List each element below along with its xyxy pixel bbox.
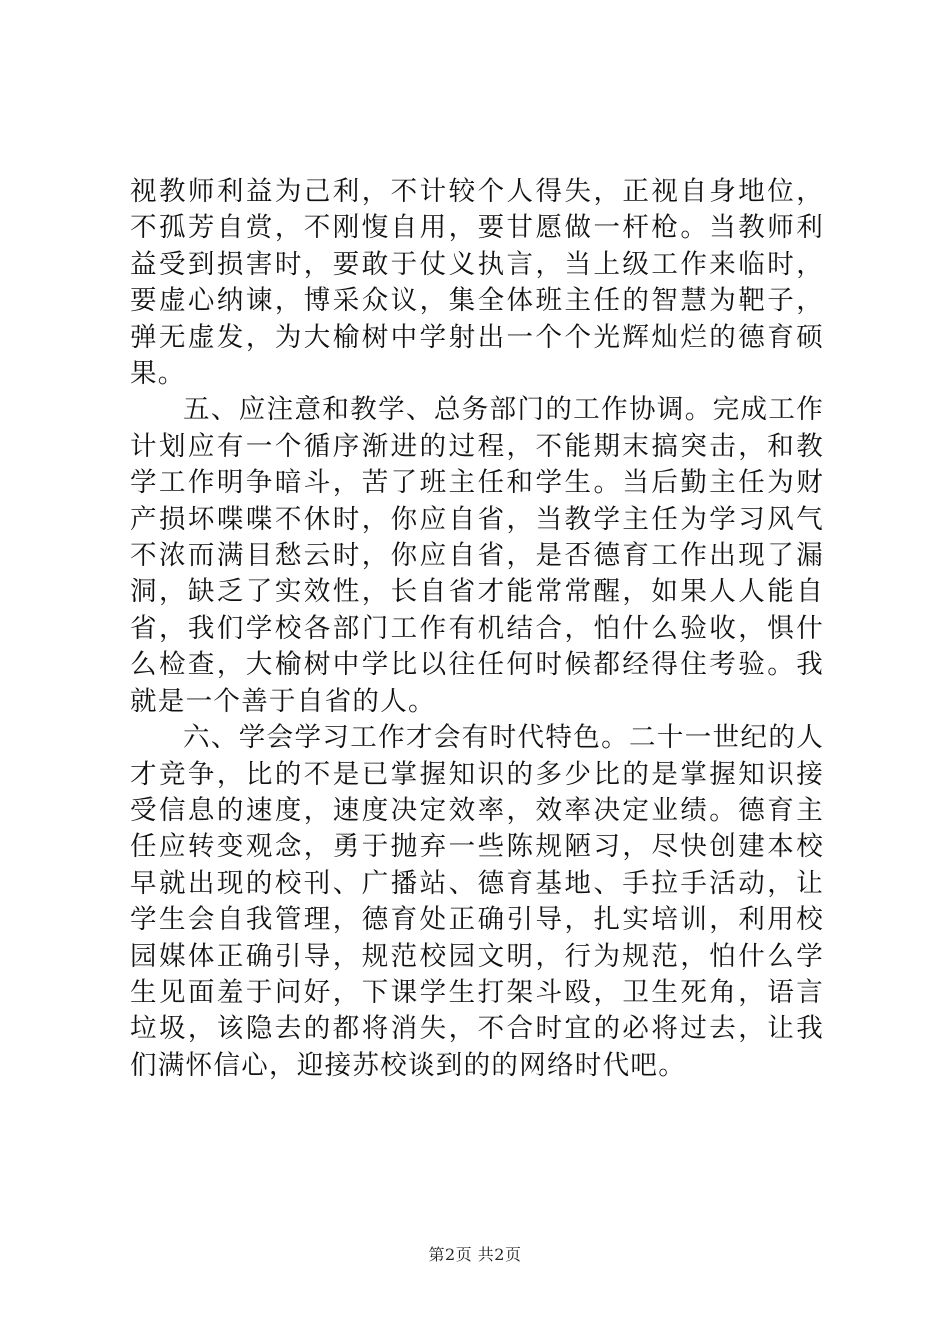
body-text (130, 174, 824, 1084)
page-footer: 第2页 共2页 (428, 1245, 522, 1264)
paragraph-continuation: 视教师利益为己利，不计较个人得失，正视自身地位，不孤芳自赏，不刚愎自用，要甘愿做一杆枪。当教师利益受到损害时，要敢于仗义执言，当上级工作来临时，要虚心纳谏，博采众议，集全体班主任的智慧为靶子，弹无虚发，为大榆树中学射出一个个光辉灿烂的德育硕果。 (130, 176, 824, 390)
paragraph-section-five: 五、应注意和教学、总务部门的工作协调。完成工作计划应有一个循序渐进的过程，不能期末搞突击，和教学工作明争暗斗，苦了班主任和学生。当后勤主任为财产损坏喋喋不休时，你应自省，当教学主任为学习风气不浓而满目愁云时，你应自省，是否德育工作出现了漏洞，缺乏了实效性，长自省才能常常醒，如果人人能自省，我们学校各部门工作有机结合，怕什么验收，惧什么检查，大榆树中学比以往任何时候都经得住考验。我就是一个善于自省的人。 (130, 394, 824, 717)
paragraph-section-six: 六、学会学习工作才会有时代特色。二十一世纪的人才竞争，比的不是已掌握知识的多少比的是掌握知识接受信息的速度，速度决定效率，效率决定业绩。德育主任应转变观念，勇于抛弃一些陈规陋习，尽快创建本校早就出现的校刊、广播站、德育基地、手拉手活动，让学生会自我管理，德育处正确引导，扎实培训，利用校园媒体正确引导，规范校园文明，行为规范，怕什么学生见面羞于问好，下课学生打架斗殴，卫生死角，语言垃圾，该隐去的都将消失，不合时宜的必将过去，让我们满怀信心，迎接苏校谈到的的网络时代吧。 (130, 722, 824, 1081)
